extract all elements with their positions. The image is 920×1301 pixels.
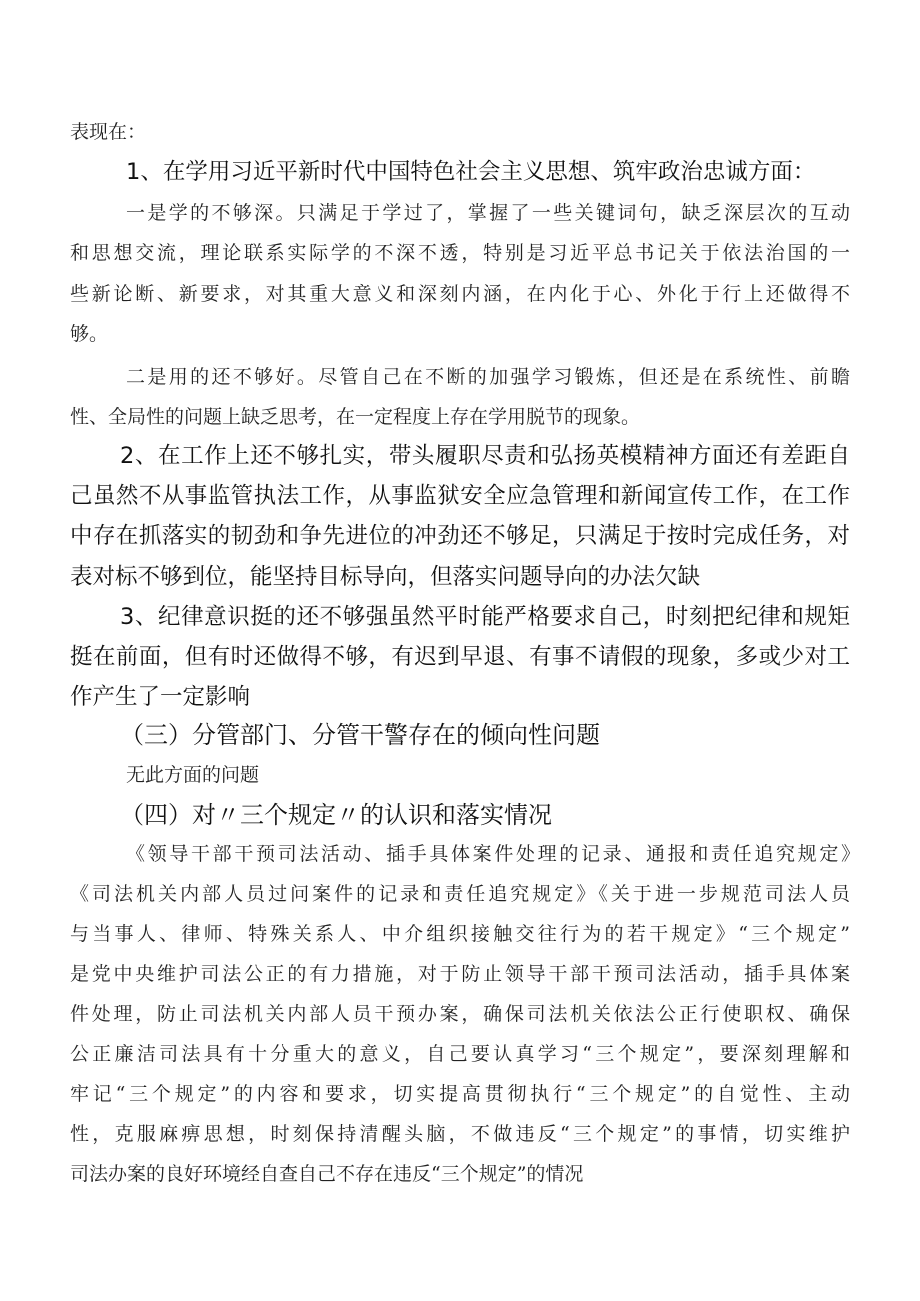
item1-para1-line: 够。: [70, 323, 109, 345]
item1-para1-line: 些新论断、新要求，对其重大意义和深刻内涵，在内化于心、外化于行上还做得不: [70, 283, 850, 305]
section4-body-line: 件处理，防止司法机关内部人员干预办案，确保司法机关依法公正行使职权、确保: [70, 1003, 850, 1025]
section4-body-line: 《领导干部干预司法活动、插手具体案件处理的记录、通报和责任追究规定》: [126, 843, 860, 865]
item3-line: 3、纪律意识挺的还不够强虽然平时能严格要求自己，时刻把纪律和规矩: [120, 604, 850, 630]
item3-line: 作产生了一定影响: [70, 684, 251, 710]
section4-heading: （四）对〃三个规定〃的认识和落实情况: [120, 801, 552, 829]
item2-line: 表对标不够到位，能坚持目标导向，但落实问题导向的办法欠缺: [70, 564, 701, 590]
section4-body-line: 牢记“三个规定”的内容和要求，切实提高贯彻执行“三个规定”的自觉性、主动: [70, 1083, 850, 1105]
section4-body-line: 公正廉洁司法具有十分重大的意义，自己要认真学习“三个规定”，要深刻理解和: [70, 1043, 850, 1065]
section3-body: 无此方面的问题: [126, 764, 260, 786]
intro-text: 表现在：: [70, 121, 147, 143]
section4-body-line: 性，克服麻痹思想，时刻保持清醒头脑，不做违反“三个规定”的事情，切实维护: [70, 1123, 850, 1145]
section4-body-line: 是党中央维护司法公正的有力措施，对于防止领导干部干预司法活动，插手具体案: [70, 963, 850, 985]
section4-body-line: 与当事人、律师、特殊关系人、中介组织接触交往行为的若干规定》“三个规定”: [70, 923, 850, 945]
item1-para1-line: 一是学的不够深。只满足于学过了，掌握了一些关键词句，缺乏深层次的互动: [126, 202, 850, 224]
section3-heading: （三）分管部门、分管干警存在的倾向性问题: [120, 721, 600, 749]
item1-para2-line: 性、全局性的问题上缺乏思考，在一定程度上存在学用脱节的现象。: [70, 406, 641, 428]
item3-line: 挺在前面，但有时还做得不够，有迟到早退、有事不请假的现象，多或少对工: [70, 644, 850, 670]
section4-body-line: 《司法机关内部人员过问案件的记录和责任追究规定》《关于进一步规范司法人员: [70, 883, 850, 905]
item2-line: 中存在抓落实的韧劲和争先进位的冲劲还不够足，只满足于按时完成任务，对: [70, 523, 850, 549]
item2-line: 己虽然不从事监管执法工作，从事监狱安全应急管理和新闻宣传工作，在工作: [70, 483, 850, 509]
item1-heading: 1、在学用习近平新时代中国特色社会主义思想、筑牢政治忠诚方面：: [126, 159, 816, 185]
item1-para1-line: 和思想交流，理论联系实际学的不深不透，特别是习近平总书记关于依法治国的一: [70, 242, 850, 264]
item2-line: 2、在工作上还不够扎实，带头履职尽责和弘扬英模精神方面还有差距自: [120, 443, 850, 469]
item1-para2-line: 二是用的还不够好。尽管自己在不断的加强学习锻炼，但还是在系统性、前瞻: [126, 366, 850, 388]
section4-body-line: 司法办案的良好环境经自查自己不存在违反“三个规定”的情况: [70, 1163, 584, 1185]
